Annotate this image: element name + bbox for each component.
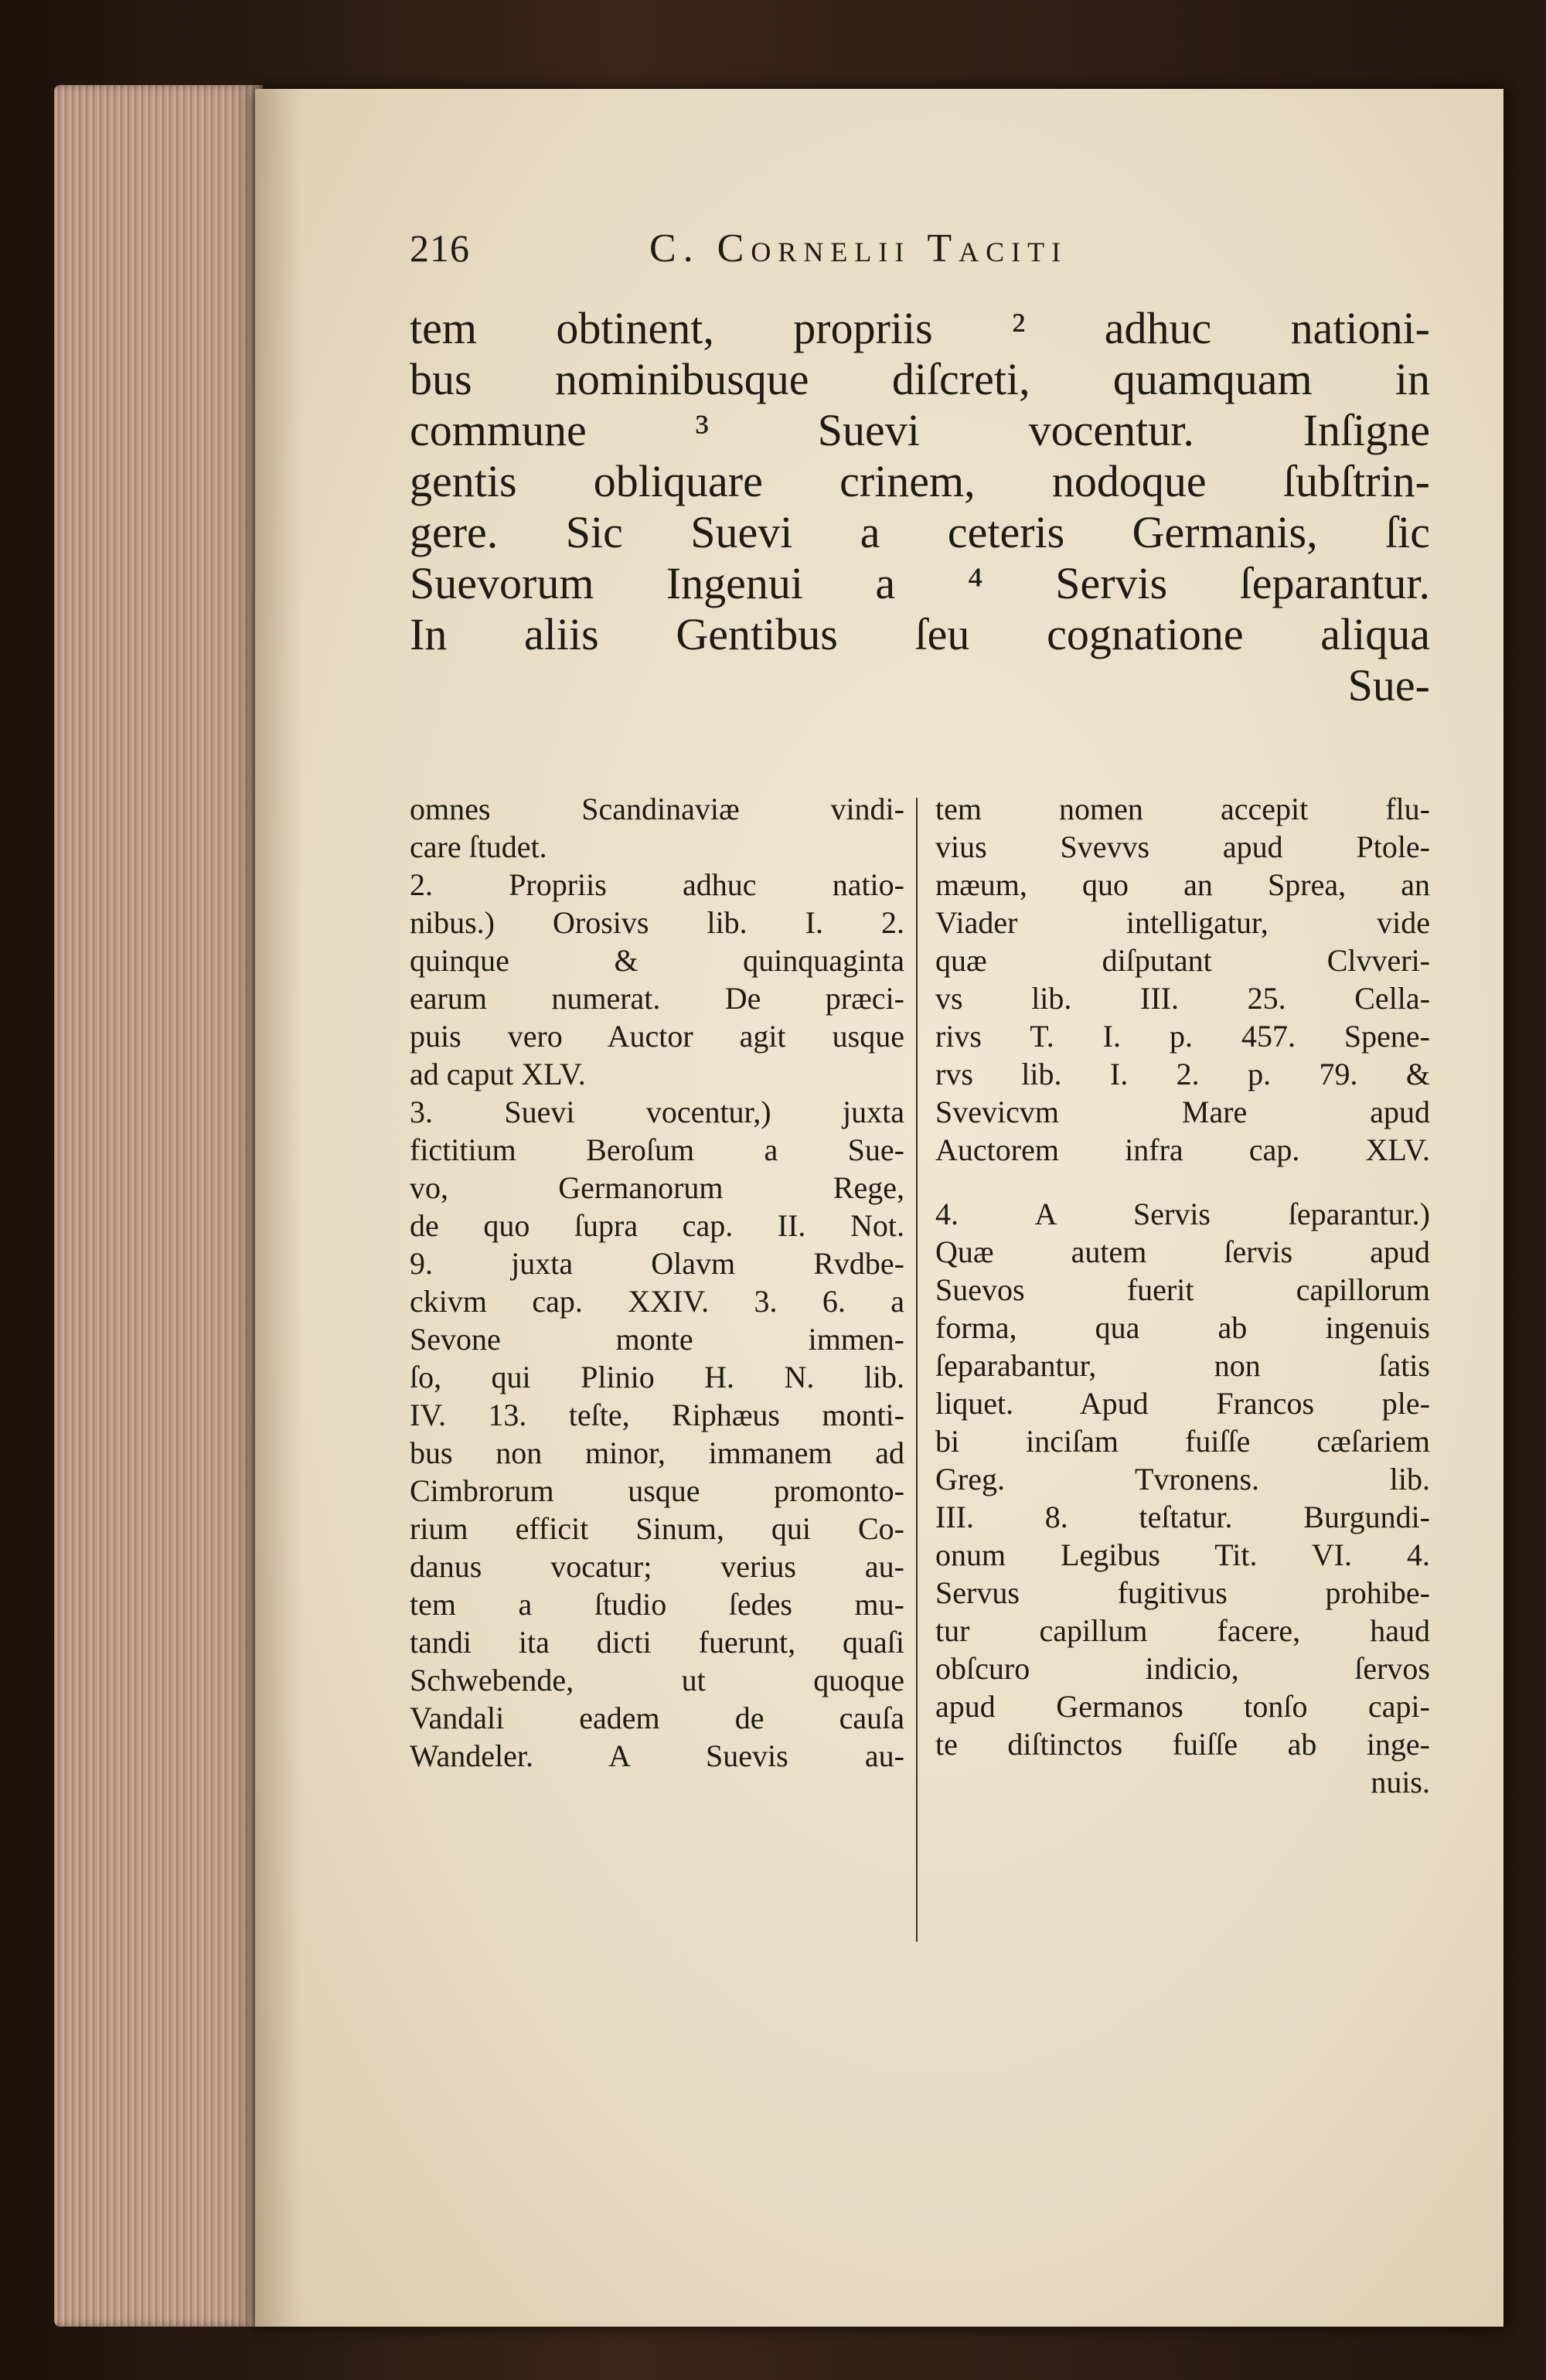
note-line: Vandali eadem de cauſa	[410, 1701, 904, 1735]
note-line: nuis.	[1371, 1765, 1430, 1799]
note-line: Schwebende, ut quoque	[410, 1663, 904, 1697]
note-line: Servus fugitivus prohibe-	[935, 1575, 1430, 1610]
catchword-text: Sue-	[1347, 660, 1430, 710]
note-line: rium efficit Sinum, qui Co-	[410, 1511, 904, 1546]
note-line: nibus.) Orosivs lib. I. 2.	[410, 905, 904, 940]
note-line: apud Germanos tonſo capi-	[935, 1689, 1430, 1724]
note-line: liquet. Apud Francos ple-	[935, 1386, 1430, 1421]
note-line: 3. Suevi vocentur,) juxta	[410, 1095, 904, 1129]
note-line: vo, Germanorum Rege,	[410, 1170, 904, 1205]
note-line: mæum, quo an Sprea, an	[935, 867, 1430, 902]
note-line: te diſtinctos fuiſſe ab inge-	[935, 1727, 1430, 1762]
note-line: rivs T. I. p. 457. Spene-	[935, 1019, 1430, 1054]
note-line: rvs lib. I. 2. p. 79. &	[935, 1057, 1430, 1091]
main-text-line: In aliis Gentibus ſeu cognatione aliqua	[410, 609, 1430, 659]
note-line: quæ diſputant Clvveri-	[935, 943, 1430, 978]
note-line: danus vocatur; verius au-	[410, 1549, 904, 1584]
running-title: C. Cornelii Taciti	[649, 226, 1068, 271]
note-line: ckivm cap. XXIV. 3. 6. a	[410, 1284, 904, 1319]
note-line: tur capillum facere, haud	[935, 1613, 1430, 1648]
note-line: ſeparabantur, non ſatis	[935, 1348, 1430, 1383]
note-gap	[935, 1169, 1430, 1195]
note-line: Wandeler. A Suevis au-	[410, 1738, 904, 1773]
note-line: vius Svevvs apud Ptole-	[935, 829, 1430, 864]
note-line: Greg. Tvronens. lib.	[935, 1462, 1430, 1496]
note-line: Cimbrorum usque promonto-	[410, 1473, 904, 1508]
note-line: Svevicvm Mare apud	[935, 1095, 1430, 1129]
note-line: obſcuro indicio, ſervos	[935, 1651, 1430, 1686]
note-line: forma, qua ab ingenuis	[935, 1310, 1430, 1345]
note-line: bus non minor, immanem ad	[410, 1435, 904, 1470]
note-line: quinque & quinquaginta	[410, 943, 904, 978]
column-divider	[916, 798, 918, 1942]
note-line: vs lib. III. 25. Cella-	[935, 981, 1430, 1016]
main-text-line: gentis obliquare crinem, nodoque ſubſtrin-	[410, 456, 1430, 506]
note-line: tem a ſtudio ſedes mu-	[410, 1587, 904, 1622]
main-text-line: bus nominibusque diſcreti, quamquam in	[410, 354, 1430, 404]
note-line: puis vero Auctor agit usque	[410, 1019, 904, 1054]
note-line: bi inciſam fuiſſe cæſariem	[935, 1424, 1430, 1459]
footnotes-left-column	[410, 790, 904, 1775]
main-text-line: Suevorum Ingenui a ⁴ Servis ſeparantur.	[410, 558, 1430, 608]
note-line: IV. 13. teſte, Riphæus monti-	[410, 1398, 904, 1432]
note-line: tandi ita dicti fuerunt, quaſi	[410, 1625, 904, 1660]
note-line: Auctorem infra cap. XLV.	[935, 1132, 1430, 1167]
note-line: omnes Scandinaviæ vindi-	[410, 792, 904, 826]
catchword	[410, 660, 1430, 711]
note-line: onum Legibus Tit. VI. 4.	[935, 1537, 1430, 1572]
note-line: 9. juxta Olavm Rvdbe-	[410, 1246, 904, 1281]
note-line: Viader intelligatur, vide	[935, 905, 1430, 940]
main-text-line: gere. Sic Suevi a ceteris Germanis, ſic	[410, 507, 1430, 557]
main-text-line: tem obtinent, propriis ² adhuc nationi-	[410, 303, 1430, 353]
note-line: ad caput XLV.	[410, 1057, 586, 1091]
note-line: Sevone monte immen-	[410, 1322, 904, 1357]
note-line: ſo, qui Plinio H. N. lib.	[410, 1360, 904, 1394]
footnotes-block	[410, 790, 1430, 2259]
page-header	[410, 226, 1415, 288]
footnotes-right-column	[935, 790, 1430, 1801]
book-page-edges	[54, 85, 263, 2327]
page-number: 216	[410, 226, 470, 270]
main-text-line: commune ³ Suevi vocentur. Inſigne	[410, 405, 1430, 455]
note-line: III. 8. teſtatur. Burgundi-	[935, 1500, 1430, 1534]
note-line: fictitium Beroſum a Sue-	[410, 1132, 904, 1167]
note-line: tem nomen accepit flu-	[935, 792, 1430, 826]
main-text-block	[410, 303, 1430, 711]
page-gutter-shadow	[255, 89, 301, 2327]
note-line: Suevos fuerit capillorum	[935, 1272, 1430, 1307]
note-line: 4. A Servis ſeparantur.)	[935, 1197, 1430, 1231]
note-line: earum numerat. De præci-	[410, 981, 904, 1016]
note-line: Quæ autem ſervis apud	[935, 1234, 1430, 1269]
note-line: care ſtudet.	[410, 829, 547, 864]
note-line: de quo ſupra cap. II. Not.	[410, 1208, 904, 1243]
note-line: 2. Propriis adhuc natio-	[410, 867, 904, 902]
